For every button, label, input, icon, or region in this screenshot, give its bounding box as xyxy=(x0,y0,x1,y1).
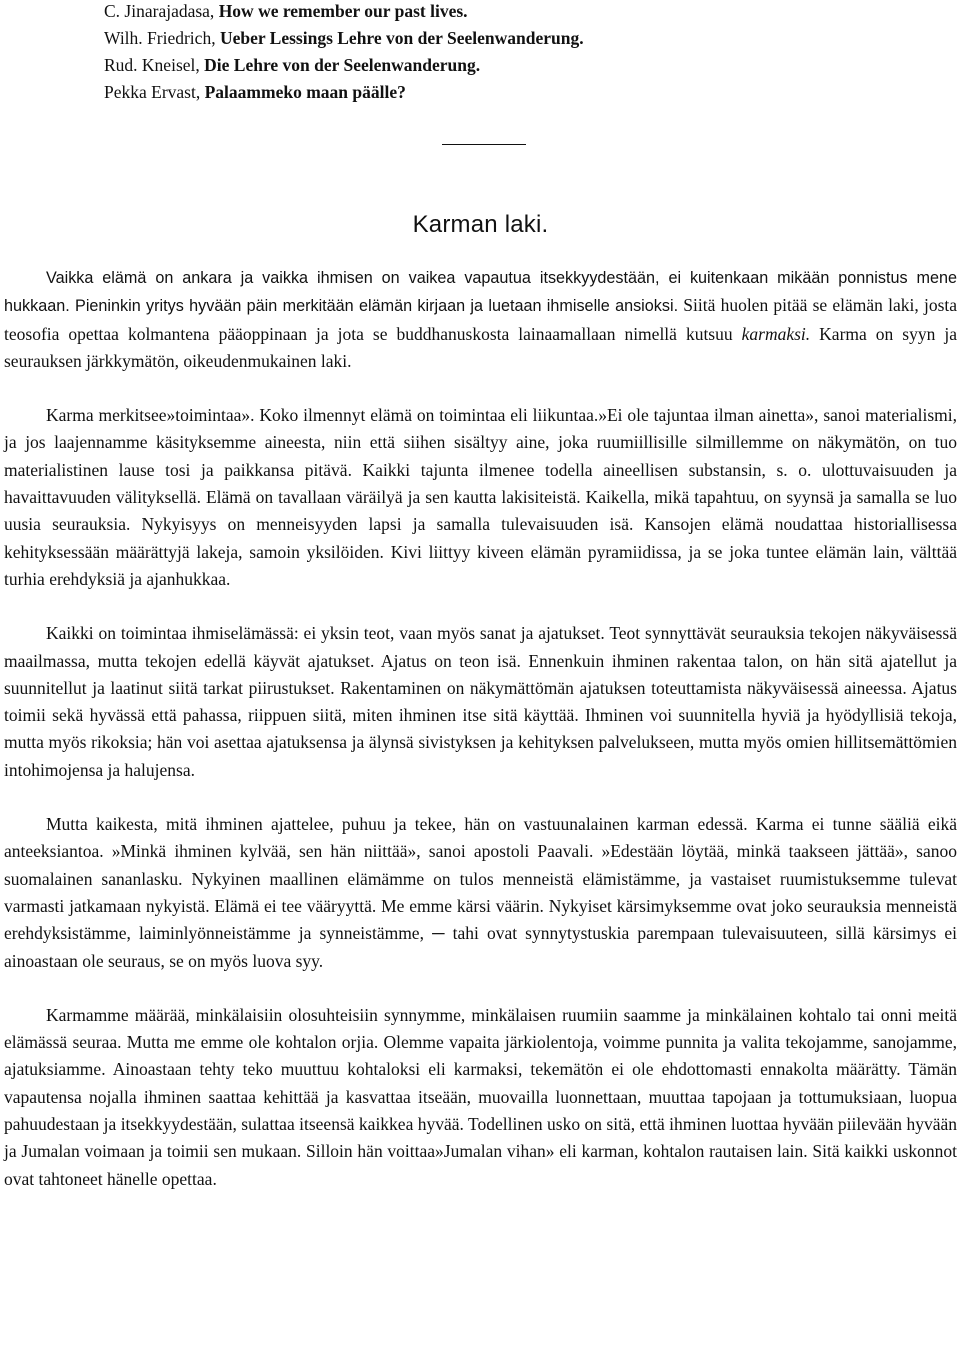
reference-author: C. Jinarajadasa, xyxy=(104,1,219,21)
reference-title: How we remember our past lives. xyxy=(218,1,468,21)
paragraph-3: Kaikki on toimintaa ihmiselämässä: ei yksin teot, vaan myös sanat ja ajatukset. Teot synnyttävät seurauksia tekojen näkyväisessä maailmassa, mutta tekojen edellä käyvät ajatukset. Ajatus on teon isä. Ennenkuin ihminen rakentaa talon, on hän sitä ajatellut ja suunnitellut ja laatinut siitä tarkat piirustukset. Rakentaminen on näkymättömän ajatuksen toteuttamista näkyväisessä aineessa. Ajatus toimii sekä hyvässä että pahassa, riippuen siitä, miten ihminen itse sitä käyttää. Ihminen voi suunnitella hyviä ja hyödyllisiä tekoja, mutta myös rikoksia; hän voi asettaa ajatuksensa ja älynsä sivistyksen ja kehityksen palvelukseen, mutta myös omien hillitsemättömien intohimojensa ja halujensa. xyxy=(4,623,957,780)
divider-line xyxy=(442,144,526,145)
reference-title: Palaammeko maan päälle? xyxy=(204,82,406,102)
reference-item xyxy=(104,79,957,106)
paragraph-2: Karma merkitsee»toimintaa». Koko ilmennyt elämä on toimintaa eli liikuntaa.»Ei ole tajuntaa ilman ainetta», sanoi materialismi, ja jos laajennamme käsityksemme aineesta, niin että siihen sisältyy aine, joka ruumiillisille silmillemme on näkymätön, on tuo materialistinen lause tosi ja paikkansa pitävä. Kaikki tajunta ilmenee todella aineellisen substansin, s. o. ulottuvaisuuden ja havaittavuuden välityksellä. Elämä on tavallaan väräilyä ja sen kautta lakisiteistä. Kaikella, mikä tapahtuu, on syynsä ja samalla se luo uusia seurauksia. Nykyisyys on menneisyyden lapsi ja samalla tulevaisuuden isä. Kansojen elämä noudattaa historiallisessa kehityksessään määrättyjä lakeja, samoin yksilöiden. Kivi liittyy kiveen elämän pyramiidissa, ja se joka tuntee elämän lain, välttää turhia erehdyksiä ja ajanhukkaa. xyxy=(4,405,957,589)
reference-item xyxy=(104,0,957,25)
paragraph-1-emphasis: karmaksi. xyxy=(741,323,811,344)
reference-item xyxy=(104,52,957,79)
reference-author: Wilh. Friedrich, xyxy=(104,28,220,48)
reference-author: Pekka Ervast, xyxy=(104,82,205,102)
reference-list xyxy=(4,0,957,106)
paragraph-1-part-a: Vaikka elämä on ankara ja vaikka ihmisen on vaikea vapautua itsekkyydestään, ei kuitenkaan mikään ponnistus mene hukkaan. Pieninkin yritys hyvään päin merkitään elämän kirjaan ja luetaan ihmiselle ansioksi. xyxy=(4,269,957,316)
section-heading: Karman laki. xyxy=(412,211,549,238)
reference-title: Ueber Lessings Lehre von der Seelenwanderung. xyxy=(219,28,584,48)
paragraph-4: Mutta kaikesta, mitä ihminen ajattelee, puhuu ja tekee, hän on vastuunalainen karman edessä. Karma ei tunne sääliä eikä anteeksiantoa. »Minkä ihminen kylvää, sen hän niittää», sanoi apostoli Paavali. »Edestään löytää, minkä taakseen jättää», sanoo suomalainen sananlasku. Nykyinen maallinen elämämme on tulos menneistä elämistämme, ja vastaiset ruumistuksemme tulevat varmasti jatkamaan nykyistä. Elämä ei tee vääryyttä. Me emme kärsi väärin. Nykyiset kärsimyksemme ovat joko seurauksia menneistä erehdyksistämme, laiminlyönneistämme ja synneistämme, ─ tahi ovat synnytystuskia parempaan tulevaisuuteen, sillä kärsimys ei ainoastaan ole seuraus, se on myös luova syy. xyxy=(4,814,957,971)
paragraph-1-part-d: Karma on syyn ja seurauksen järkkymätön, oikeudenmukainen laki. xyxy=(4,323,957,371)
section-divider xyxy=(4,106,957,140)
reference-author: Rud. Kneisel, xyxy=(104,55,205,75)
paragraph-1 xyxy=(4,264,957,375)
reference-title: Die Lehre von der Seelenwanderung. xyxy=(204,55,481,75)
reference-item xyxy=(104,25,957,52)
paragraph-1-part-b: Siitä huolen pitää se elämän laki, josta teosofia opettaa kolmantena pääoppinaan ja jota se buddhanuskosta lainaamallaan nimellä kutsuu xyxy=(4,295,958,344)
paragraph-5: Karmamme määrää, minkälaisiin olosuhteisiin synnymme, minkälaisen ruumiin saamme ja minkälainen kohtalo tai onni meitä elämässä seuraa. Mutta me emme ole kohtalon orjia. Olemme vapaita järkiolentoja, voimme punnita ja valita tekojamme, sanojamme, ajatuksiamme. Ainoastaan tehty teko muuttuu kohtaloksi eli karmaksi, tekemätön ei ole ehdottomasti ennakolta määrätty. Tämän vapautensa nojalla ihminen saattaa kehittää ja kasvattaa itseään, muovailla luonnettaan, muuttaa tapojaan ja tottumuksiaan, luopua pahuudestaan ja itsekkyydestään, sulattaa itseensä kaikkea hyvää. Todellinen usko on sitä, että ihminen luottaa hyvään piilevään hyvään ja Jumalan voimaan ja toimii sen mukaan. Silloin hän voittaa»Jumalan vihan» eli karman, kohtalon rautaisen lain. Sitä kaikki uskonnot ovat tahtoneet hänelle opettaa. xyxy=(4,1004,957,1189)
